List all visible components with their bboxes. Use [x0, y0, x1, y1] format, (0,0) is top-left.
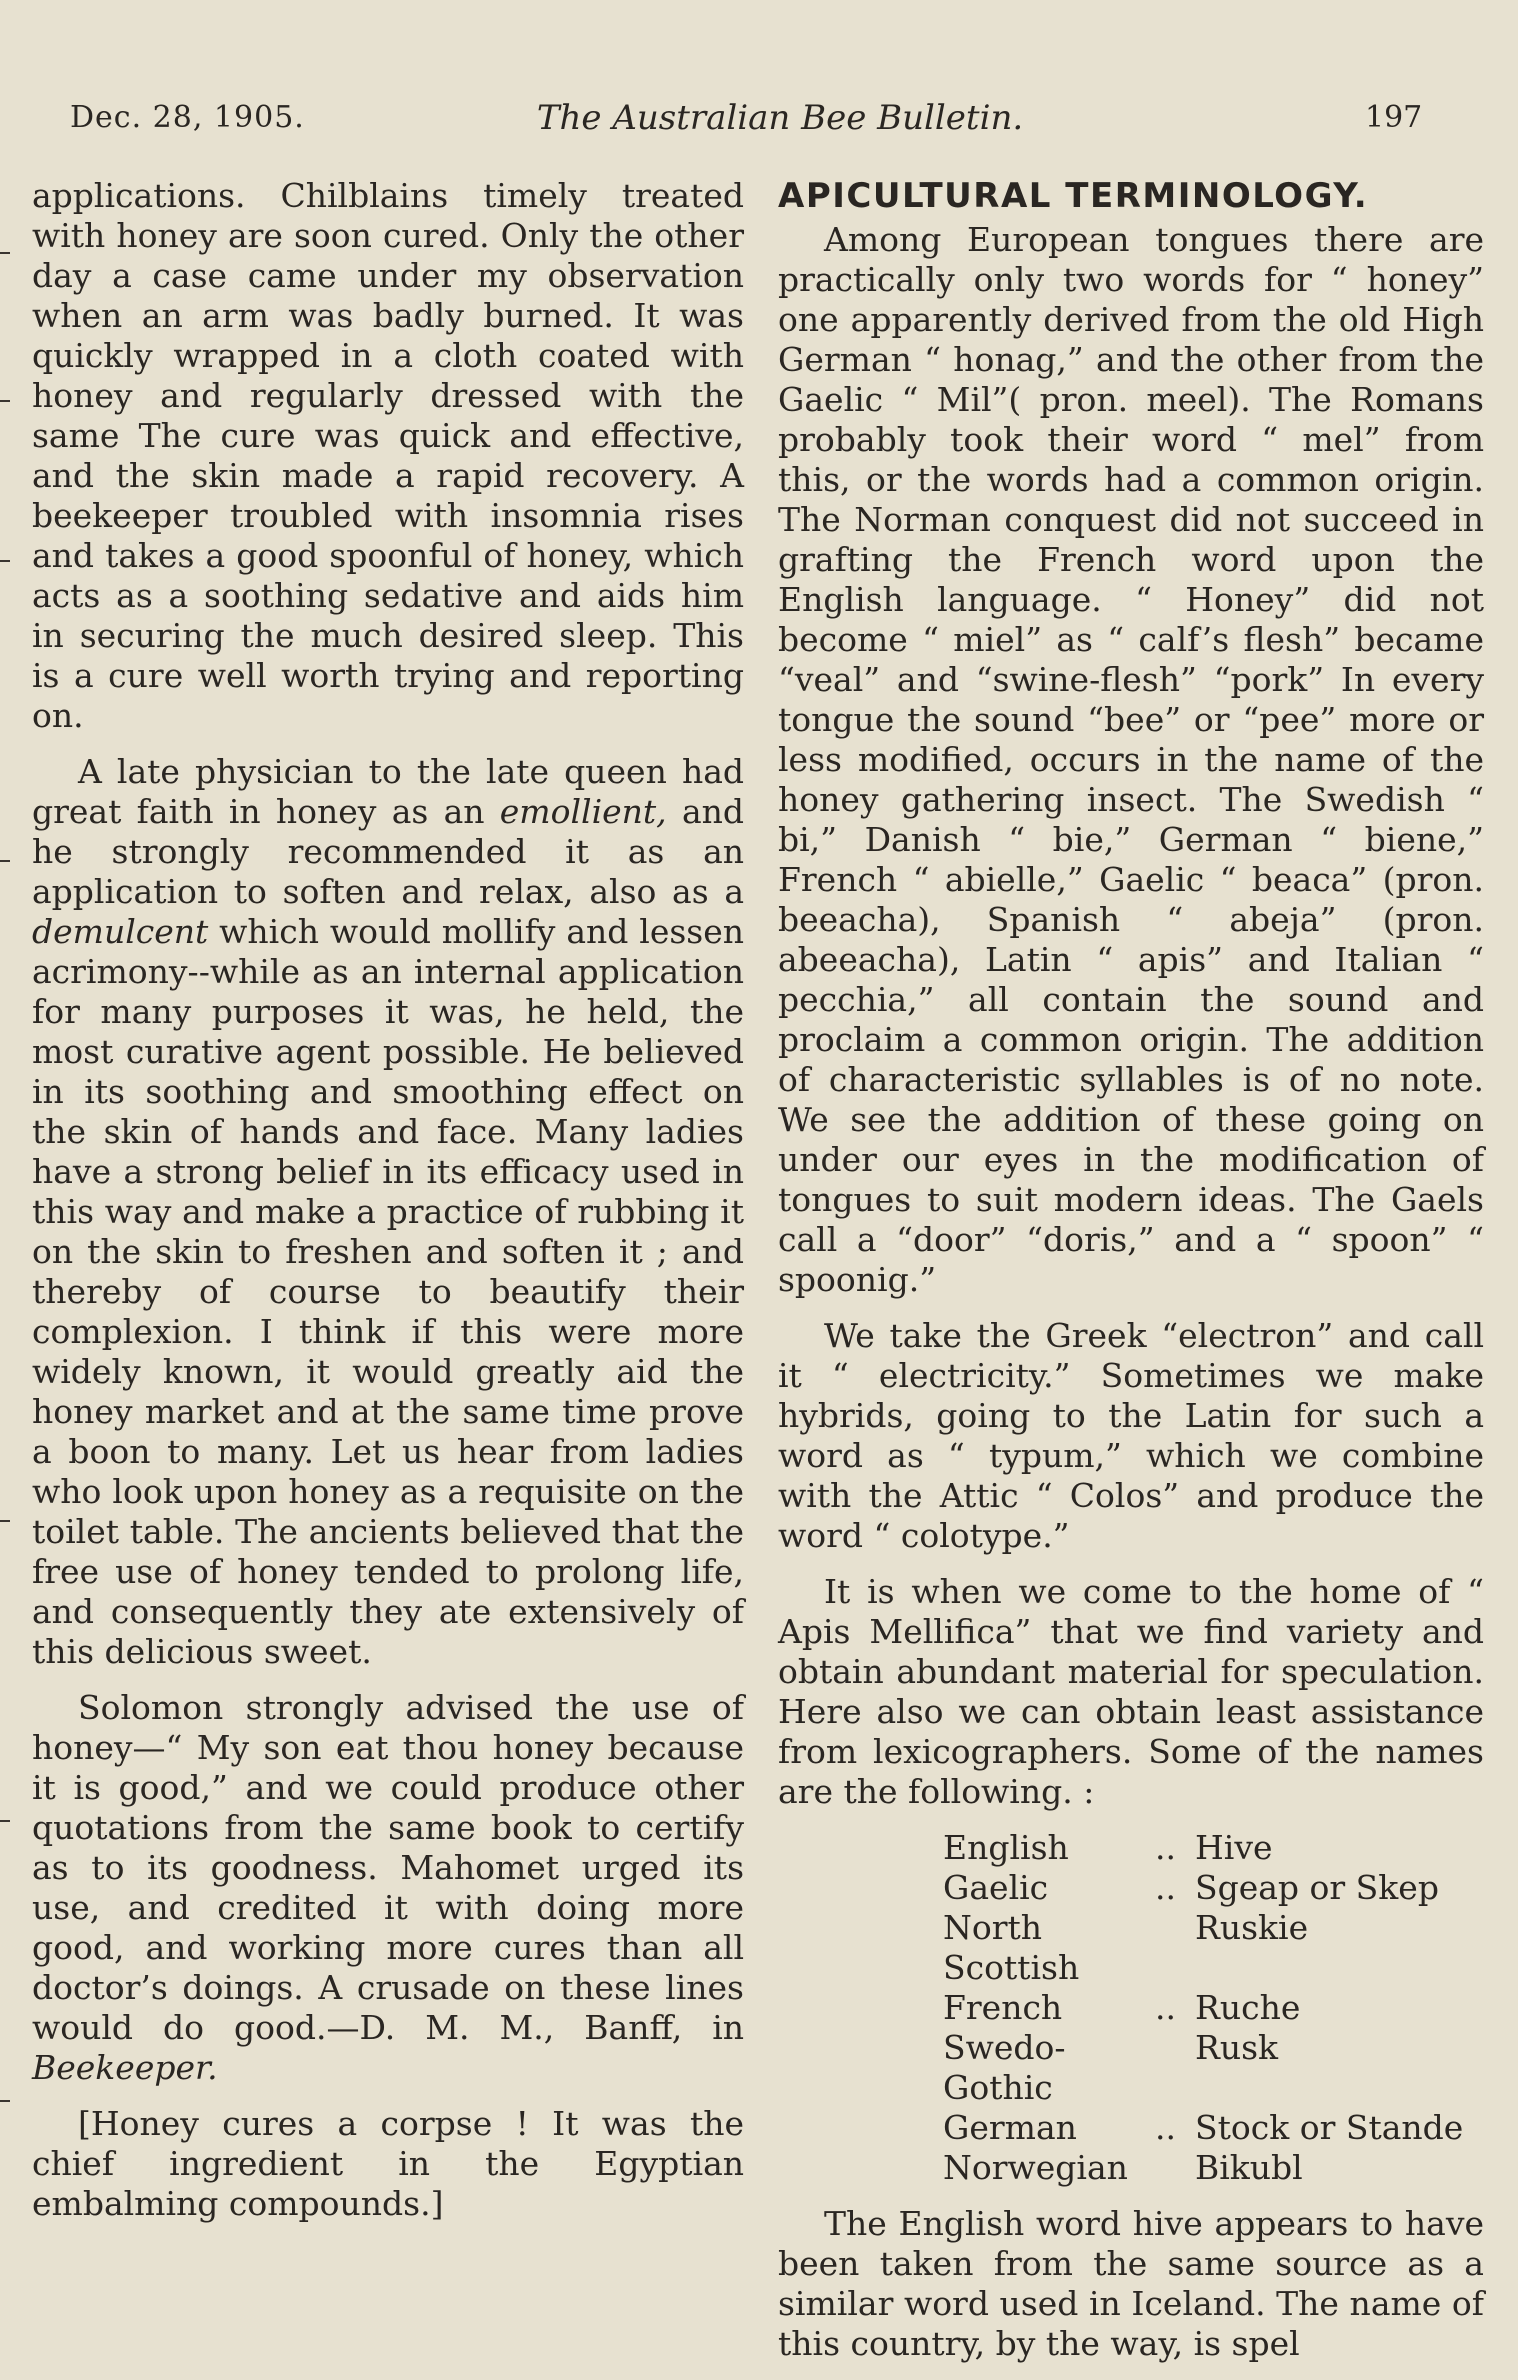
margin-mark — [0, 400, 10, 402]
margin-mark — [0, 2100, 10, 2102]
margin-mark — [0, 860, 10, 862]
leader-dots — [1155, 2028, 1195, 2108]
article-heading: APICULTURAL TERMINOLOGY. — [778, 176, 1369, 216]
left-column — [32, 176, 744, 2240]
paragraph-greek-electron: We take the Greek “electron” and call it “ electricity.” Sometimes we make hybrids, going to the Latin for such a word as “ typum,” which we combine with the Attic “ Colos” and produce the word “ colotype.” — [778, 1316, 1484, 1555]
page-number: 197 — [1365, 100, 1423, 135]
leader-dots: .. — [1155, 1868, 1176, 1907]
text-span: which would mollify and lessen acrimony--while as an internal application for many purposes it was, he held, the most curative agent possible. He believed in its soothing and smoothing effect on the skin of hands and face. Many ladies have a strong belief in its efficacy used in this way and make a practice of rubbing it on the skin to freshen and soften it ; and thereby of course to beautify their complexion. I think if this were more widely known, it would greatly aid the honey market and at the same time prove a boon to many. Let us hear from ladies who look upon honey as a requisite on the toilet table. The ancients believed that the free use of honey tended to prolong life, and consequently they ate extensively of this delicious sweet. — [32, 912, 744, 1671]
paragraph-solomon — [32, 1688, 744, 2088]
margin-mark — [0, 1520, 10, 1522]
hive-word: Ruskie — [1195, 1908, 1309, 1947]
margin-mark — [0, 1820, 10, 1822]
language-name: Gaelic — [943, 1868, 1049, 1907]
text-span: A late physician to the late queen had great faith in honey as an — [32, 752, 744, 831]
leader-dots: .. — [1155, 1988, 1176, 2027]
hive-word: Sgeap or Skep — [1195, 1868, 1439, 1907]
paragraph-apis-mellifica: It is when we come to the home of “ Apis Mellifica” that we find variety and obtain abundant material for speculation. Here also we can obtain least assistance from lexicographers. Some of the names are the following. : — [778, 1572, 1484, 1811]
emphasis-emollient: emollient, — [499, 792, 667, 831]
page-header — [0, 100, 1518, 150]
hive-name-row — [943, 2108, 1463, 2148]
paragraph-english-hive: The English word hive appears to have been taken from the same source as a similar word used in Iceland. The name of this country, by the way, is spel — [778, 2204, 1484, 2363]
leader-dots: .. — [1155, 2108, 1176, 2147]
margin-mark — [0, 252, 10, 254]
language-name: Swedo-Gothic — [943, 2028, 1066, 2107]
hive-word: Ruche — [1195, 1988, 1301, 2027]
paragraph-european-tongues: Among European tongues there are practically only two words for “ honey” one apparently derived from the old High German “ honag,” and the other from the Gaelic “ Mil”( pron. meel). The Romans probably took their word “ mel” from this, or the words had a common origin. The Norman conquest did not succeed in grafting the French word upon the English language. “ Honey” did not become “ miel” as “ calf’s flesh” became “veal” and “swine-flesh” “pork” In every tongue the sound “bee” or “pee” more or less modified, occurs in the name of the honey gathering insect. The Swedish “ bi,” Danish “ bie,” German “ biene,” French “ abielle,” Gaelic “ beaca” (pron. beeacha), Spanish “ abeja” (pron. abeeacha), Latin “ apis” and Italian “ pecchia,” all contain the sound and proclaim a common origin. The addition of characteristic syllables is of no note. We see the addition of these going on under our eyes in the modification of tongues to suit modern ideas. The Gaels call a “door” “doris,” and a “ spoon” “ spoonig.” — [778, 220, 1484, 1299]
hive-name-row — [943, 2028, 1463, 2108]
language-name: North Scottish — [943, 1908, 1080, 1987]
paragraph-physician — [32, 752, 744, 1672]
language-name: German — [943, 2108, 1077, 2147]
hive-word: Stock or Stande — [1195, 2108, 1464, 2147]
leader-dots — [1155, 1908, 1195, 1988]
hive-name-row — [943, 1988, 1463, 2028]
language-name: Norwegian — [943, 2148, 1128, 2187]
hive-word: Hive — [1195, 1828, 1273, 1867]
text-span: Solomon strongly advised the use of honey—“ My son eat thou honey because it is good,” and we could produce other quotations from the same book to certify as to its goodness. Mahomet urged its use, and credited it with doing more good, and working more cures than all doctor’s doings. A crusade on these lines would do good.—D. M. M., Banff, in — [32, 1688, 744, 2047]
leader-dots — [1155, 2148, 1195, 2188]
hive-word: Bikubl — [1195, 2148, 1303, 2187]
hive-name-row — [943, 1908, 1463, 1988]
paragraph-editor-note: [Honey cures a corpse ! It was the chief ingredient in the Egyptian embalming compounds.] — [32, 2104, 744, 2223]
right-column — [778, 176, 1484, 2380]
text-span: and he strongly recommended it as an application to soften and relax, also as a — [32, 792, 744, 911]
hive-name-row — [943, 1868, 1463, 1908]
paragraph-chilblains: applications. Chilblains timely treated with honey are soon cured. Only the other day a case came under my observation when an arm was badly burned. It was quickly wrapped in a cloth coated with honey and regularly dressed with the same The cure was quick and effective, and the skin made a rapid recovery. A beekeeper troubled with insomnia rises and takes a good spoonful of honey, which acts as a soothing sedative and aids him in securing the much desired sleep. This is a cure well worth trying and reporting on. — [32, 176, 744, 735]
publication-title: The Australian Bee Bulletin. — [536, 98, 1024, 138]
emphasis-demulcent: demulcent — [32, 912, 209, 951]
emphasis-beekeeper: Beekeeper. — [32, 2048, 218, 2087]
hive-name-row — [943, 1828, 1463, 1868]
hive-word: Rusk — [1195, 2028, 1279, 2067]
hive-name-row — [943, 2148, 1463, 2188]
issue-date: Dec. 28, 1905. — [70, 100, 305, 135]
hive-names-table — [943, 1828, 1463, 2188]
language-name: English — [943, 1828, 1069, 1867]
margin-mark — [0, 560, 10, 562]
language-name: French — [943, 1988, 1063, 2027]
leader-dots: .. — [1155, 1828, 1176, 1867]
hive-names-body — [943, 1828, 1463, 2188]
